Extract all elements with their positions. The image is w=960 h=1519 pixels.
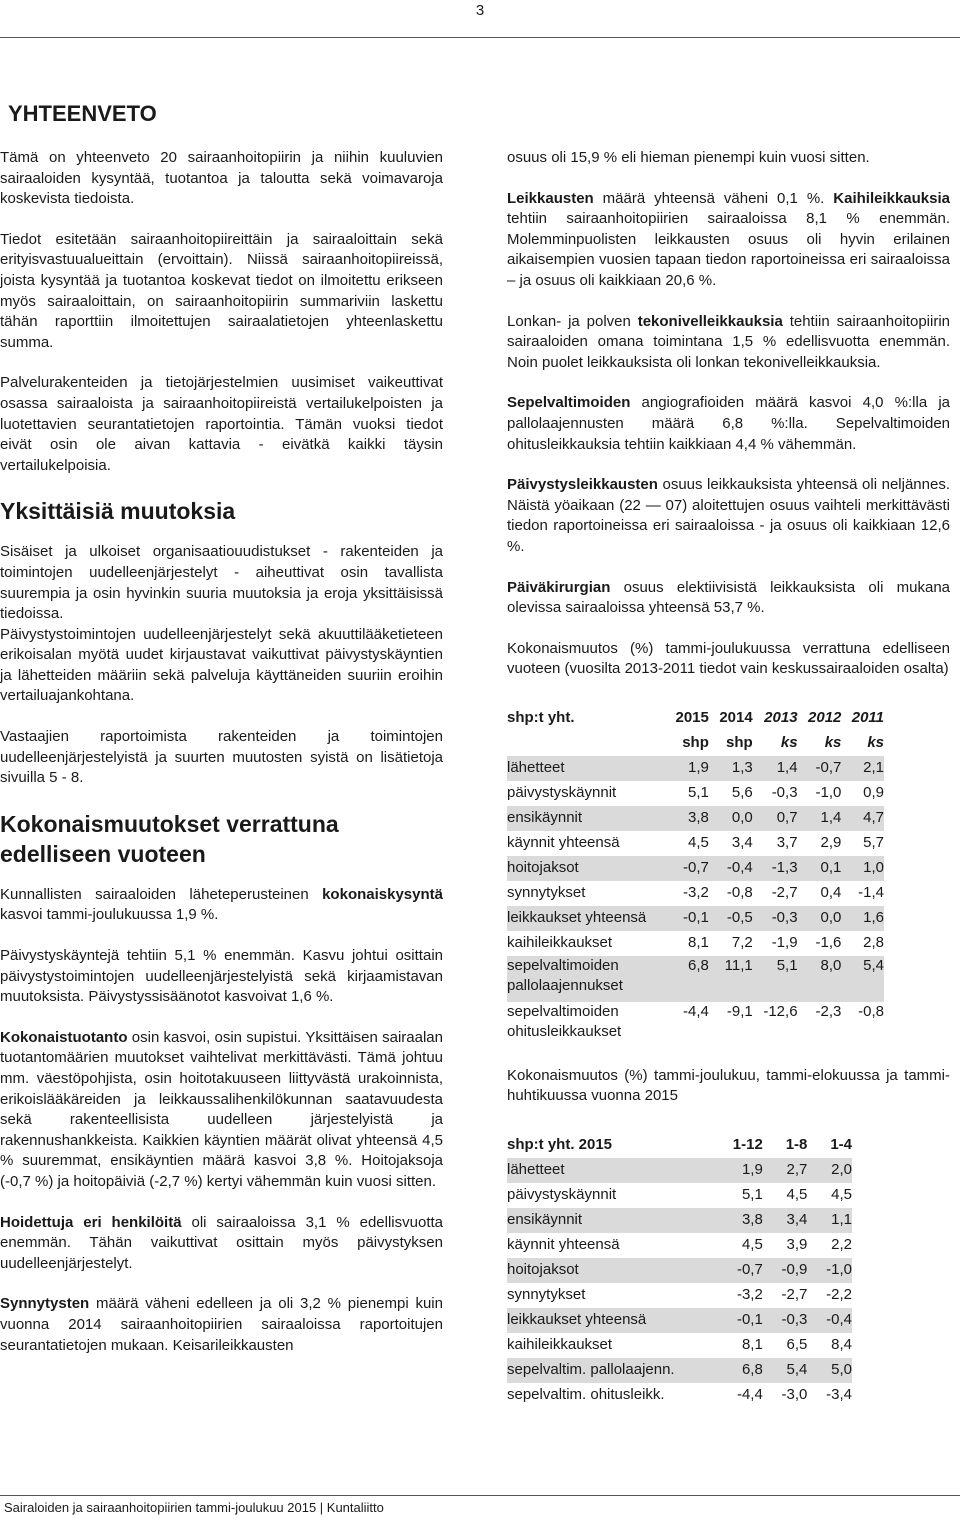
row-value: -0,8 bbox=[858, 1002, 884, 1020]
row-label bbox=[507, 731, 665, 756]
row-value: 3,9 bbox=[786, 1236, 808, 1254]
row-value: 2014 bbox=[719, 709, 753, 727]
row-value: -0,8 bbox=[726, 884, 753, 902]
table-row bbox=[507, 881, 884, 906]
row-value: -0,7 bbox=[665, 856, 709, 881]
paragraph-persons-treated: Hoidettuja eri henkilöitä oli sairaaloissa 3,1 % edellisvuotta enemmän. Tähän vaikuttivat osittain myös päivystyksen uudelleenjärjestelyt. bbox=[0, 1213, 444, 1272]
table-row bbox=[507, 831, 884, 856]
row-label: sepelvaltimoiden pallolaajennukset bbox=[507, 956, 665, 1002]
row-value: 6,5 bbox=[786, 1336, 808, 1354]
row-value: -2,7 bbox=[781, 1286, 808, 1304]
row-value: -0,1 bbox=[665, 906, 709, 931]
row-value: -0,3 bbox=[771, 784, 798, 802]
row-value: 2,2 bbox=[831, 1236, 852, 1254]
row-value: 8,4 bbox=[831, 1336, 852, 1354]
row-value: 2,7 bbox=[763, 1158, 808, 1183]
table1-caption: Kokonaismuutos (%) tammi-joulukuussa verrattuna edelliseen vuoteen (vuosilta 2013-2011 tiedot vain keskussairaaloiden osalta) bbox=[507, 639, 950, 678]
table-header-row bbox=[507, 706, 884, 731]
table-row bbox=[507, 1183, 852, 1208]
footer-rule bbox=[0, 1495, 960, 1496]
row-value: shp bbox=[726, 734, 753, 752]
row-label: päivystyskäynnit bbox=[507, 1186, 617, 1204]
row-value: 1,9 bbox=[665, 756, 709, 781]
paragraph-data-sources: Tiedot esitetään sairaanhoitopiireittäin ja sairaaloittain sekä erityisvastuualueittain (ervoittain). Niissä sairaanhoitopiireissä, joista kysyntää ja tuotantoa koskevat tiedot on ilmoitettu erikseen myös sairaaloittain, on sairaanhoitopiirin summariviin laskettu tähän raporttiin ilmoitettujen sairaalatietojen yhteenlaskettu summa. bbox=[0, 230, 443, 351]
row-label: kaihileikkaukset bbox=[507, 1336, 613, 1354]
row-value: 5,6 bbox=[731, 784, 753, 802]
table-row bbox=[507, 1308, 852, 1333]
row-value: 8,1 bbox=[688, 934, 709, 952]
row-value: 5,4 bbox=[763, 1358, 808, 1383]
paragraph-reorganisation: Sisäiset ja ulkoiset organisaatiouudistukset - rakenteiden ja toimintojen uudelleenjärjestelyt - aiheuttivat osin tavallista suurempia ja osin hyvinkin suuria muutoksia ja eroja yksittäisissä tiedoissa. bbox=[0, 543, 443, 623]
row-value: -0,4 bbox=[709, 856, 753, 881]
row-value: 5,1 bbox=[688, 784, 709, 802]
row-value: -2,3 bbox=[815, 1002, 842, 1020]
row-value: 1,9 bbox=[712, 1158, 763, 1183]
paragraph-intro: Tämä on yhteenveto 20 sairaanhoitopiirin ja niihin kuuluvien sairaaloiden kysyntää, tuotantoa ja taloutta sekä voimavaroja koskevista tiedoista. bbox=[0, 149, 443, 208]
page-number: 3 bbox=[475, 2, 485, 19]
table-row bbox=[507, 931, 884, 956]
row-value: -3,0 bbox=[781, 1386, 808, 1404]
paragraph-emergency-operations: Päivystysleikkausten osuus leikkauksista yhteensä oli neljännes. Näistä yöaikaan (22 — 07) aloitettujen osuus vaihteli merkittävästi tiedon raportoineissa eri sairaaloissa - ja osuus oli kaikkiaan 12,6 %. bbox=[507, 476, 950, 555]
paragraph-more-info: Vastaajien raportoimista rakenteiden ja toimintojen uudelleenjärjestelyistä ja suurten muutosten syistä on lisätietoja sivuilla 5 - 8. bbox=[0, 728, 443, 787]
row-value: 1-4 bbox=[830, 1136, 852, 1154]
row-value: -4,4 bbox=[683, 1002, 709, 1020]
row-value: 0,9 bbox=[863, 784, 884, 802]
table-row bbox=[507, 806, 884, 831]
row-value: 0,0 bbox=[798, 906, 842, 931]
row-value: 1,3 bbox=[709, 756, 753, 781]
row-value: 1-8 bbox=[785, 1136, 808, 1154]
row-value: shp bbox=[682, 734, 709, 752]
table-row bbox=[507, 1002, 884, 1048]
row-value: -0,9 bbox=[763, 1258, 808, 1283]
row-label: shp:t yht. 2015 bbox=[507, 1136, 613, 1154]
paragraph-caesarean-share: osuus oli 15,9 % eli hieman pienempi kuin vuosi sitten. bbox=[507, 149, 870, 166]
table-row bbox=[507, 1233, 852, 1258]
section-heading-total-changes: Kokonaismuutokset verrattuna edelliseen vuoteen bbox=[0, 810, 339, 867]
row-value: 2013 bbox=[764, 709, 798, 727]
row-value: 5,1 bbox=[753, 956, 798, 1002]
row-value: -3,2 bbox=[683, 884, 709, 902]
paragraph-joint-replacements: Lonkan- ja polven tekonivelleikkauksia tehtiin sairaanhoitopiirin sairaaloiden omana toimintana 1,5 % edellisvuotta enemmän. Noin puolet leikkauksista oli lonkan tekonivelleikkauksia. bbox=[507, 312, 950, 371]
row-label: hoitojaksot bbox=[507, 856, 665, 881]
row-label: sepelvaltim. pallolaajenn. bbox=[507, 1358, 712, 1383]
table-row bbox=[507, 756, 884, 781]
row-value: 1,0 bbox=[841, 856, 884, 881]
paragraph-emergency-visits: Päivystyskäyntejä tehtiin 5,1 % enemmän. Kasvu johtui osittain päivystystoimintojen uudelleenjärjestelyistä sekä kirjaamistavan muutoksista. Päivystyssisäänotot kasvoivat 1,6 %. bbox=[0, 947, 443, 1006]
period-change-table bbox=[507, 1133, 852, 1408]
table-row bbox=[507, 906, 884, 931]
row-value: -2,2 bbox=[826, 1286, 852, 1304]
paragraph-births: Synnytysten määrä väheni edelleen ja oli 3,2 % pienempi kuin vuonna 2014 sairaanhoitopiirien sairaaloissa raportoitujen seurantatietojen mukaan. Keisarileikkausten bbox=[0, 1295, 443, 1354]
row-value: -1,0 bbox=[807, 1258, 852, 1283]
row-value: 8,0 bbox=[798, 956, 842, 1002]
row-value: ks bbox=[867, 734, 884, 752]
row-value: ks bbox=[824, 734, 842, 752]
paragraph-total-demand: Kunnallisten sairaaloiden läheteperusteinen kokonaiskysyntä kasvoi tammi-joulukuussa 1,9 %. bbox=[0, 885, 443, 924]
paragraph-reporting-issues: Palvelurakenteiden ja tietojärjestelmien uusimiset vaikeuttivat osassa sairaaloista ja sairaanhoitopiireistä vertailukelpoisten ja luotettavien seurantatietojen raportointia. Tämän vuoksi tiedot eivät osin ole aivan kattavia - eivätkä kaikki täysin vertailukelpoisia. bbox=[0, 374, 443, 474]
row-value: 5,1 bbox=[741, 1186, 763, 1204]
row-label: lähetteet bbox=[507, 756, 665, 781]
row-value: -1,9 bbox=[771, 934, 798, 952]
table-row bbox=[507, 1258, 852, 1283]
table-row bbox=[507, 1283, 852, 1308]
row-value: 4,5 bbox=[741, 1236, 763, 1254]
page-footer: Sairaloiden ja sairaanhoitopiirien tammi-joulukuu 2015 | Kuntaliitto bbox=[4, 1500, 384, 1515]
row-value: 3,8 bbox=[665, 806, 709, 831]
row-label: kaihileikkaukset bbox=[507, 934, 613, 952]
row-value: -0,4 bbox=[807, 1308, 852, 1333]
row-value: 7,2 bbox=[731, 934, 753, 952]
row-label: lähetteet bbox=[507, 1158, 712, 1183]
row-label: hoitojaksot bbox=[507, 1258, 712, 1283]
row-label: synnytykset bbox=[507, 1286, 586, 1304]
row-value: -0,7 bbox=[798, 756, 842, 781]
paragraph-total-production: Kokonaistuotanto osin kasvoi, osin supistui. Yksittäisen sairaalan tuotantomäärien muutokset vaihtelivat merkittävästi. Tämä johtuu mm. väestöpohjista, osin hoitotakuuseen liittyvästä urakoinnista, erikoislääkäreiden ja leikkaussalihenkilökunnan saatavuudesta sekä rakenteellisista uudelleen järjestelyistä ja rakennushankkeista. Kaikkien käyntien määrät olivat yhteensä 4,5 % suuremmat, ensikäyntien määrä kasvoi 3,8 %. Hoitojaksoja (-0,7 %) ja hoitopäiviä (-2,7 %) kertyi vähemmän kuin vuosi sitten. bbox=[0, 1028, 443, 1190]
table-row bbox=[507, 1358, 852, 1383]
row-value: -3,2 bbox=[736, 1286, 763, 1304]
row-value: 4,5 bbox=[688, 834, 709, 852]
row-label: päivystyskäynnit bbox=[507, 784, 617, 802]
row-value: 2,0 bbox=[807, 1158, 852, 1183]
section-heading-changes: Yksittäisiä muutoksia bbox=[0, 498, 236, 525]
row-value: 2012 bbox=[808, 709, 842, 727]
row-value: 4,7 bbox=[841, 806, 884, 831]
yearly-change-table bbox=[507, 706, 884, 1048]
header-rule bbox=[0, 37, 960, 38]
row-value: 0,4 bbox=[820, 884, 842, 902]
table-row bbox=[507, 1333, 852, 1358]
row-value: -12,6 bbox=[763, 1002, 798, 1020]
right-column bbox=[507, 148, 950, 1408]
row-value: ks bbox=[780, 734, 798, 752]
row-value: -0,5 bbox=[709, 906, 753, 931]
row-value: -4,4 bbox=[736, 1386, 763, 1404]
row-value: 3,7 bbox=[776, 834, 798, 852]
paragraph-day-surgery: Päiväkirurgian osuus elektiivisistä leikkauksista oli mukana olevissa sairaaloissa yhteensä 53,7 %. bbox=[507, 578, 950, 617]
table-header-row bbox=[507, 1133, 852, 1158]
row-value: 11,1 bbox=[709, 956, 753, 1002]
row-label: käynnit yhteensä bbox=[507, 834, 620, 852]
paragraph-emergency: Päivystystoimintojen uudelleenjärjestelyt sekä akuuttilääketieteen erikoisalan myötä uudet kirjaustavat vaikuttivat päivystyskäyntien ja lähetteiden määriin sekä palveluja käyttäneiden suuriin eroihin vertailuajankohtana. bbox=[0, 625, 443, 705]
table-row bbox=[507, 956, 884, 1002]
row-value: 2015 bbox=[675, 709, 709, 727]
table-row bbox=[507, 856, 884, 881]
row-value: 2,1 bbox=[841, 756, 884, 781]
row-label: sepelvaltim. ohitusleikk. bbox=[507, 1386, 665, 1404]
row-label: ensikäynnit bbox=[507, 806, 665, 831]
row-value: 0,0 bbox=[709, 806, 753, 831]
row-label: leikkaukset yhteensä bbox=[507, 906, 665, 931]
row-value: -1,0 bbox=[815, 784, 842, 802]
row-label: leikkaukset yhteensä bbox=[507, 1308, 712, 1333]
row-value: -0,1 bbox=[712, 1308, 763, 1333]
row-value: -2,7 bbox=[771, 884, 798, 902]
row-value: 5,4 bbox=[841, 956, 884, 1002]
row-label: ensikäynnit bbox=[507, 1208, 712, 1233]
row-value: 2011 bbox=[851, 709, 884, 727]
row-value: 3,4 bbox=[763, 1208, 808, 1233]
paragraph-coronary: Sepelvaltimoiden angiografioiden määrä kasvoi 4,0 %:lla ja pallolaajennusten määrä 6,8 %:lla. Sepelvaltimoiden ohitusleikkauksia tehtiin kaikkiaan 4,4 % vähemmän. bbox=[507, 394, 950, 453]
table2-caption: Kokonaismuutos (%) tammi-joulukuu, tammi-elokuussa ja tammi-huhtikuussa vuonna 2015 bbox=[507, 1066, 950, 1105]
row-value: 3,4 bbox=[731, 834, 753, 852]
row-label: shp:t yht. bbox=[507, 709, 575, 727]
row-label: käynnit yhteensä bbox=[507, 1236, 620, 1254]
left-column bbox=[0, 100, 443, 1356]
row-value: -0,3 bbox=[763, 1308, 808, 1333]
row-value: 1,4 bbox=[753, 756, 798, 781]
row-value: -3,4 bbox=[826, 1386, 852, 1404]
row-label: synnytykset bbox=[507, 884, 586, 902]
table-row bbox=[507, 781, 884, 806]
row-value: -1,3 bbox=[753, 856, 798, 881]
row-label: sepelvaltimoiden ohitusleikkaukset bbox=[507, 1002, 622, 1041]
row-value: 4,5 bbox=[786, 1186, 808, 1204]
paragraph-operations: Leikkausten määrä yhteensä väheni 0,1 %. Kaihileikkauksia tehtiin sairaanhoitopiirien sairaaloissa 8,1 % enemmän. Molemminpuolisten leikkausten osuus oli hyvin erilainen aikaisempien vuosien tapaan tiedon raportoineissa eri sairaaloissa – ja osuus oli kaikkiaan 20,6 %. bbox=[507, 189, 950, 289]
row-value: 0,1 bbox=[798, 856, 842, 881]
row-value: -0,7 bbox=[712, 1258, 763, 1283]
table-row bbox=[507, 1208, 852, 1233]
row-value: 0,7 bbox=[753, 806, 798, 831]
row-value: 6,8 bbox=[712, 1358, 763, 1383]
row-value: -1,4 bbox=[858, 884, 884, 902]
row-value: -1,6 bbox=[815, 934, 842, 952]
row-value: 2,9 bbox=[820, 834, 842, 852]
row-value: 1,4 bbox=[798, 806, 842, 831]
table-header-row bbox=[507, 731, 884, 756]
row-value: 1-12 bbox=[732, 1136, 763, 1154]
row-value: 3,8 bbox=[712, 1208, 763, 1233]
table-row bbox=[507, 1383, 852, 1408]
row-value: 1,1 bbox=[807, 1208, 852, 1233]
row-value: 6,8 bbox=[665, 956, 709, 1002]
row-value: 5,0 bbox=[807, 1358, 852, 1383]
row-value: 5,7 bbox=[863, 834, 884, 852]
row-value: 4,5 bbox=[831, 1186, 852, 1204]
page-title: YHTEENVETO bbox=[8, 101, 157, 126]
table-row bbox=[507, 1158, 852, 1183]
row-value: -0,3 bbox=[753, 906, 798, 931]
row-value: 1,6 bbox=[841, 906, 884, 931]
row-value: -9,1 bbox=[726, 1002, 753, 1020]
row-value: 8,1 bbox=[741, 1336, 763, 1354]
row-value: 2,8 bbox=[863, 934, 884, 952]
